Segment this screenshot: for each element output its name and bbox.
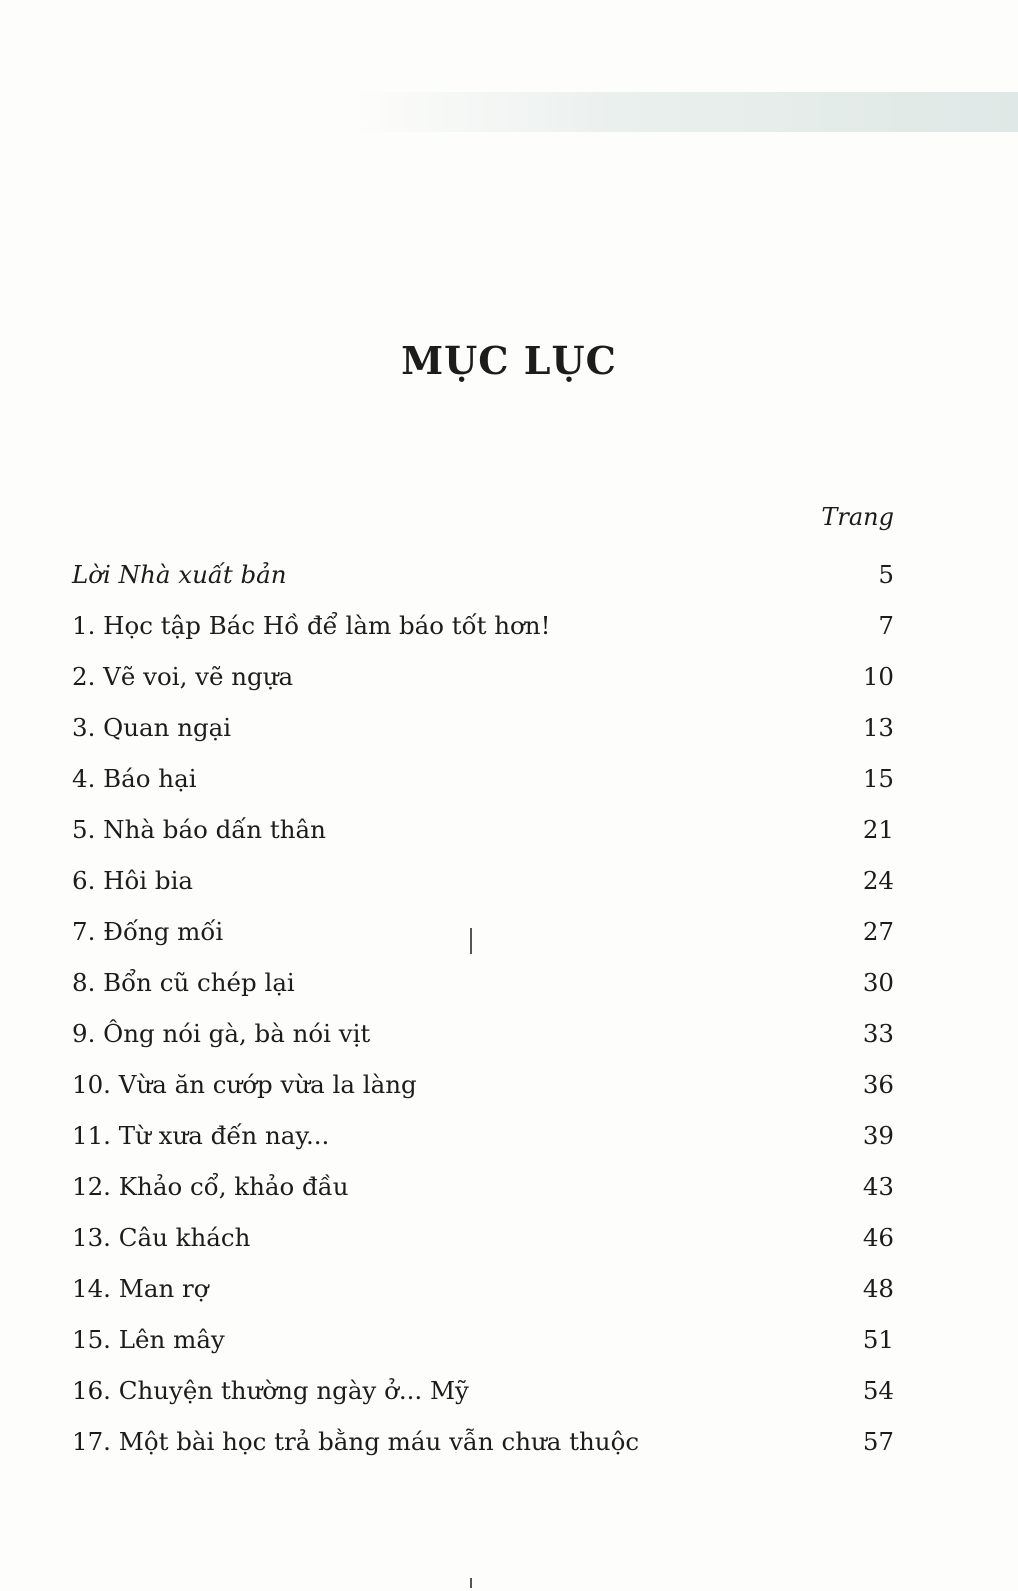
toc-entry-title: 11. Từ xưa đến nay... <box>72 1121 330 1150</box>
toc-entry-title: 16. Chuyện thường ngày ở... Mỹ <box>72 1376 469 1405</box>
toc-entry-page: 46 <box>862 1223 894 1252</box>
toc-entry-page: 43 <box>862 1172 894 1201</box>
toc-entry-page: 51 <box>862 1325 894 1354</box>
toc-entry <box>72 1376 894 1427</box>
toc-entry-page: 39 <box>862 1121 894 1150</box>
toc-entry-title: 6. Hôi bia <box>72 866 194 895</box>
toc-entry-title: 4. Báo hại <box>72 764 197 793</box>
toc-entry-title: 17. Một bài học trả bằng máu vẫn chưa thuộc <box>72 1427 640 1456</box>
toc-entry-title: 1. Học tập Bác Hồ để làm báo tốt hơn! <box>72 611 551 640</box>
toc-entry-page: 5 <box>878 560 894 589</box>
toc-entry <box>72 968 894 1019</box>
toc-entry-page: 24 <box>862 866 894 895</box>
toc-entry <box>72 815 894 866</box>
toc-entry-title: 13. Câu khách <box>72 1223 251 1252</box>
print-mark <box>470 928 472 954</box>
toc-entry-title: 9. Ông nói gà, bà nói vịt <box>72 1019 371 1048</box>
toc-entry-page: 13 <box>862 713 894 742</box>
toc-entry <box>72 662 894 713</box>
toc-entry <box>72 1274 894 1325</box>
page-title: MỤC LỤC <box>401 338 617 383</box>
toc-entry-page: 30 <box>862 968 894 997</box>
toc-entry <box>72 560 894 611</box>
toc-entry-page: 57 <box>862 1427 894 1456</box>
toc-entry-title: 7. Đống mối <box>72 917 224 946</box>
toc-entry-title: 3. Quan ngại <box>72 713 232 742</box>
page-column-header: Trang <box>821 503 894 531</box>
toc-entry-page: 54 <box>862 1376 894 1405</box>
toc-entry-title: 14. Man rợ <box>72 1274 209 1303</box>
toc-entry-page: 21 <box>862 815 894 844</box>
print-mark <box>470 1578 472 1588</box>
toc-entry <box>72 1427 894 1478</box>
toc-entry <box>72 1019 894 1070</box>
toc-entry-page: 48 <box>862 1274 894 1303</box>
toc-entry <box>72 611 894 662</box>
toc-entry-title: 2. Vẽ voi, vẽ ngựa <box>72 662 294 691</box>
toc-entry <box>72 764 894 815</box>
toc-entry-title: 15. Lên mây <box>72 1325 225 1354</box>
toc-entry <box>72 1172 894 1223</box>
table-of-contents <box>72 560 894 1478</box>
toc-entry <box>72 713 894 764</box>
toc-entry-title: 5. Nhà báo dấn thân <box>72 815 326 844</box>
toc-entry-page: 7 <box>878 611 894 640</box>
toc-entry-title: 12. Khảo cổ, khảo đầu <box>72 1172 349 1201</box>
toc-entry-page: 27 <box>862 917 894 946</box>
toc-entry-page: 36 <box>862 1070 894 1099</box>
toc-entry-title: 10. Vừa ăn cướp vừa la làng <box>72 1070 417 1099</box>
toc-entry-page: 33 <box>862 1019 894 1048</box>
bleed-through-header-band <box>355 92 1018 132</box>
toc-entry <box>72 1223 894 1274</box>
toc-entry-title: Lời Nhà xuất bản <box>72 560 287 589</box>
toc-entry <box>72 1121 894 1172</box>
toc-entry <box>72 1325 894 1376</box>
toc-entry-page: 10 <box>862 662 894 691</box>
toc-entry <box>72 1070 894 1121</box>
toc-entry <box>72 917 894 968</box>
toc-entry <box>72 866 894 917</box>
toc-entry-page: 15 <box>862 764 894 793</box>
toc-entry-title: 8. Bổn cũ chép lại <box>72 968 295 997</box>
